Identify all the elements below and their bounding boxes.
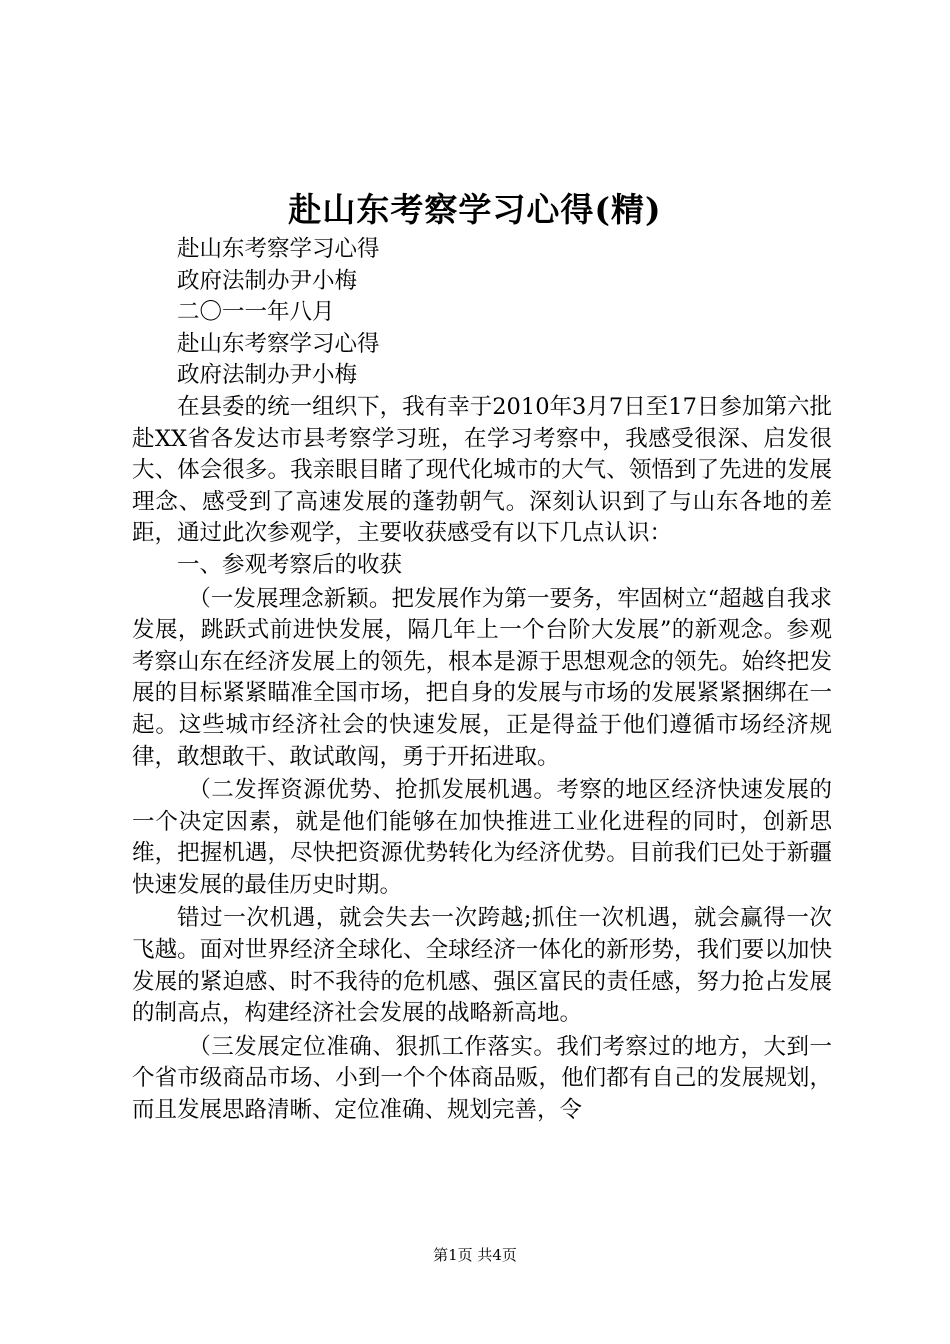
- paragraph-point-3: （三发展定位准确、狠抓工作落实。我们考察过的地方，大到一个省市级商品市场、小到一个个体商品贩，他们都有自己的发展规划，而且发展思路清晰、定位准确、规划完善，令: [132, 1033, 832, 1124]
- paragraph-point-2: （二发挥资源优势、抢抓发展机遇。考察的地区经济快速发展的一个决定因素，就是他们能够在加快推进工业化进程的同时，创新思维，把握机遇，尽快把资源优势转化为经济优势。目前我们已处于新疆快速发展的最佳历史时期。: [132, 777, 832, 898]
- section-heading-gains: 一、参观考察后的收获: [177, 551, 403, 578]
- paragraph-heading-repeat: 赴山东考察学习心得: [177, 236, 380, 262]
- paragraph-opportunity: 错过一次机遇，就会失去一次跨越;抓住一次机遇，就会赢得一次飞越。面对世界经济全球化、全球经济一体化的新形势，我们要以加快发展的紧迫感、时不我待的危机感、强区富民的责任感，努力抢占发展的制高点，构建经济社会发展的战略新高地。: [132, 905, 832, 1027]
- paragraph-intro: 在县委的统一组织下，我有幸于2010年3月7日至17日参加第六批赴XX省各发达市县考察学习班，在学习考察中，我感受很深、启发很大、体会很多。我亲眼目睹了现代化城市的大气、领悟到了先进的发展理念、感受到了高速发展的蓬勃朝气。深刻认识到了与山东各地的差距，通过此次参观学，主要收获感受有以下几点认识：: [132, 393, 832, 547]
- paragraph-author: 政府法制办尹小梅: [177, 267, 358, 294]
- document-body: [132, 234, 832, 1127]
- paragraph-author-2: 政府法制办尹小梅: [177, 362, 358, 389]
- page-number-footer: 第1页 共4页: [433, 1246, 517, 1264]
- paragraph-point-1: （一发展理念新颖。把发展作为第一要务，牢固树立“超越自我求发展，跳跃式前进快发展，隔几年上一个台阶大发展”的新观念。参观考察山东在经济发展上的领先，根本是源于思想观念的领先。始终把发展的目标紧紧瞄准全国市场，把自身的发展与市场的发展紧紧捆绑在一起。这些城市经济社会的快速发展，正是得益于他们遵循市场经济规律，敢想敢干、敢试敢闯，勇于开拓进取。: [132, 585, 832, 770]
- document-title: 赴山东考察学习心得(精): [288, 190, 662, 229]
- paragraph-heading-repeat-2: 赴山东考察学习心得: [177, 330, 380, 357]
- paragraph-date: 二〇一一年八月: [177, 299, 335, 326]
